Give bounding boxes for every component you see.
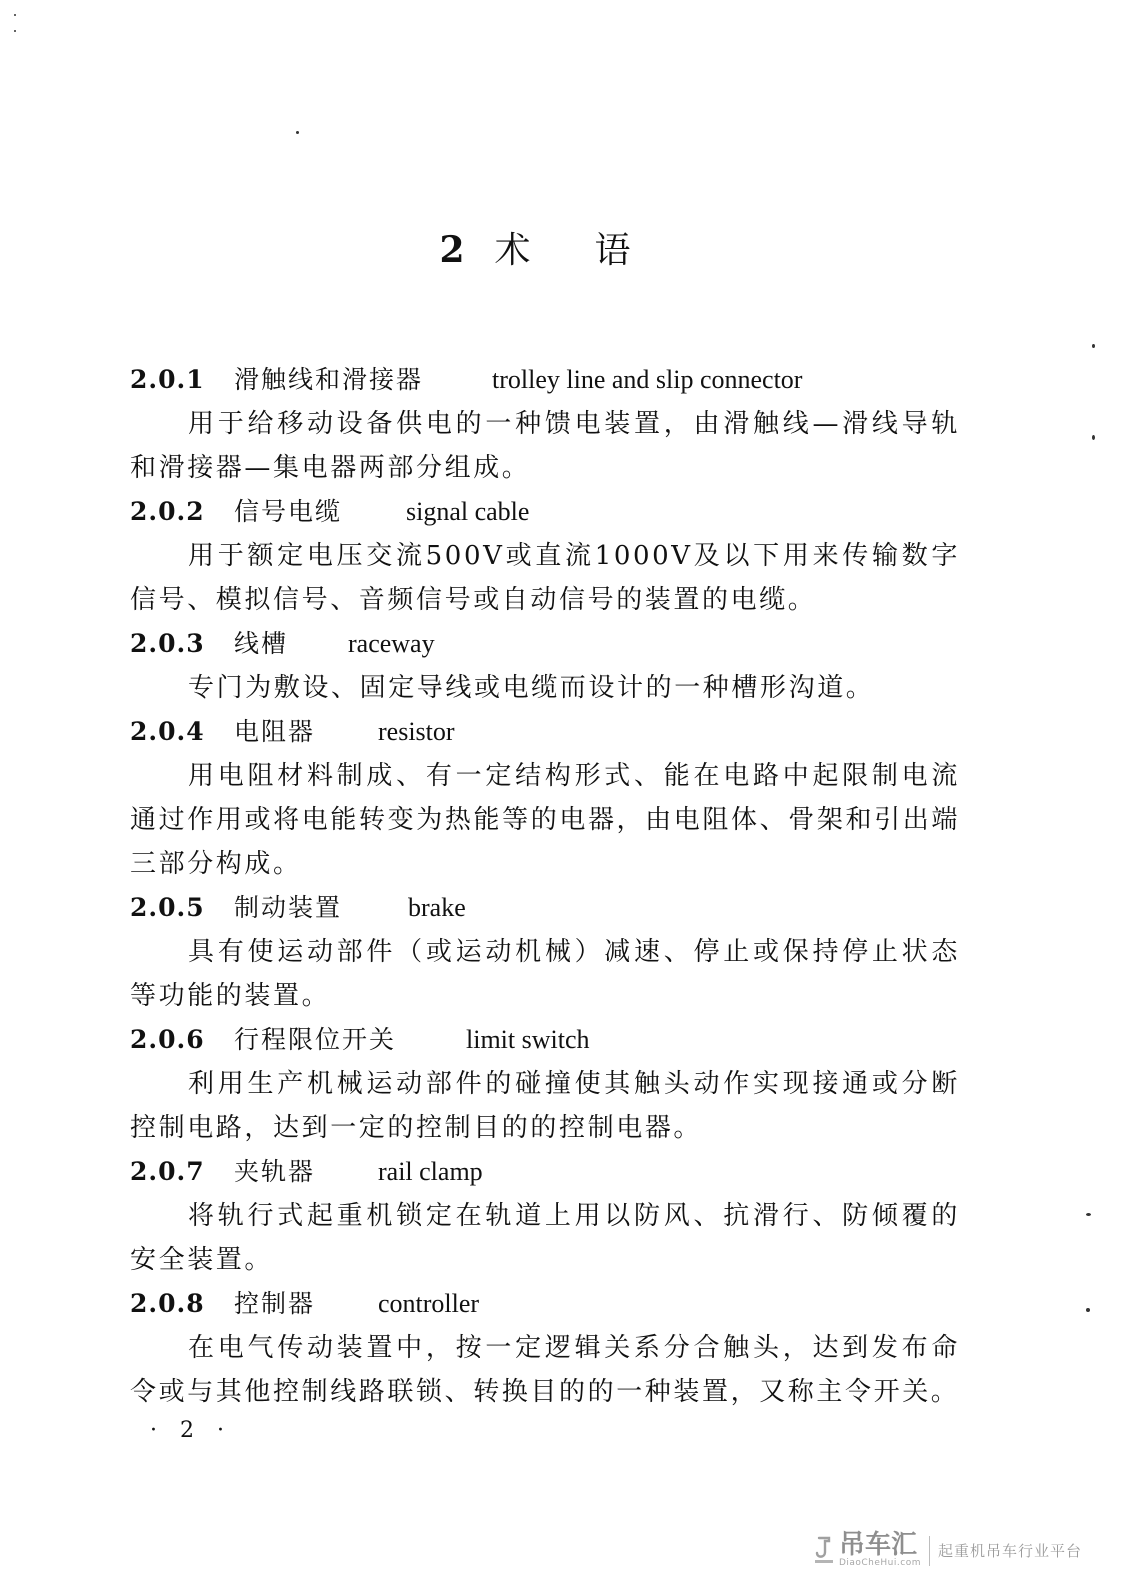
- term-definition: 在电气传动装置中，按一定逻辑关系分合触头，达到发布命令或与其他控制线路联锁、转换目的的一种装置，又称主令开关。: [130, 1333, 960, 1407]
- term-number: 2.0.2: [130, 497, 205, 526]
- term-heading: [130, 1150, 960, 1194]
- scan-speck: [1086, 1213, 1091, 1216]
- term-definition: 用于额定电压交流500V或直流1000V及以下用来传输数字信号、模拟信号、音频信号或自动信号的装置的电缆。: [130, 541, 960, 615]
- term-heading: [130, 1282, 960, 1326]
- scan-speck: [1092, 344, 1095, 348]
- term-entry: [130, 886, 960, 1018]
- term-definition: 具有使运动部件（或运动机械）减速、停止或保持停止状态等功能的装置。: [130, 937, 960, 1011]
- term-number: 2.0.3: [130, 629, 205, 658]
- chapter-title-part2: 语: [594, 230, 633, 271]
- term-english: limit switch: [466, 1025, 590, 1054]
- term-chinese: 电阻器: [234, 717, 316, 746]
- crane-hook-icon: [813, 1536, 835, 1566]
- term-definition: 利用生产机械运动部件的碰撞使其触头动作实现接通或分断控制电路，达到一定的控制目的的控制电器。: [130, 1069, 960, 1143]
- term-chinese: 信号电缆: [234, 497, 343, 526]
- term-entry: [130, 622, 960, 710]
- chapter-title-part1: 术: [494, 230, 533, 271]
- term-chinese: 制动装置: [234, 893, 343, 922]
- term-number: 2.0.8: [130, 1289, 205, 1318]
- scan-speck: [1092, 435, 1095, 440]
- term-entry: [130, 710, 960, 886]
- term-chinese: 行程限位开关: [234, 1025, 397, 1054]
- scan-speck: [14, 30, 16, 32]
- term-heading: [130, 490, 960, 534]
- term-english: controller: [378, 1289, 480, 1318]
- term-chinese: 滑触线和滑接器: [234, 365, 424, 394]
- watermark-slogan: 起重机吊车行业平台: [937, 1542, 1082, 1560]
- term-chinese: 线槽: [234, 629, 289, 658]
- chapter-title: [0, 222, 1072, 273]
- term-english: signal cable: [406, 497, 530, 526]
- watermark: [813, 1532, 1082, 1569]
- term-number: 2.0.6: [130, 1025, 205, 1054]
- term-heading: [130, 886, 960, 930]
- scan-speck: [296, 131, 299, 134]
- term-entry: [130, 490, 960, 622]
- term-entry: [130, 1018, 960, 1150]
- term-definition: 将轨行式起重机锁定在轨道上用以防风、抗滑行、防倾覆的安全装置。: [130, 1201, 960, 1275]
- term-english: trolley line and slip connector: [492, 365, 803, 394]
- term-heading: [130, 622, 960, 666]
- term-heading: [130, 710, 960, 754]
- chapter-number: 2: [439, 229, 467, 271]
- watermark-divider: [929, 1536, 930, 1566]
- terms-list: [130, 358, 960, 1414]
- watermark-brand-name: 吊车汇: [838, 1530, 917, 1560]
- watermark-brand: [839, 1532, 921, 1569]
- term-entry: [130, 1282, 960, 1414]
- page-number: · 2 ·: [150, 1418, 232, 1443]
- term-number: 2.0.5: [130, 893, 205, 922]
- term-heading: [130, 1018, 960, 1062]
- term-heading: [130, 358, 960, 402]
- term-chinese: 夹轨器: [234, 1157, 316, 1186]
- term-english: raceway: [348, 629, 435, 658]
- term-english: rail clamp: [378, 1157, 483, 1186]
- term-definition: 用于给移动设备供电的一种馈电装置，由滑触线—滑线导轨和滑接器—集电器两部分组成。: [130, 409, 960, 483]
- term-english: resistor: [378, 717, 455, 746]
- term-english: brake: [408, 893, 466, 922]
- term-definition: 专门为敷设、固定导线或电缆而设计的一种槽形沟道。: [188, 673, 875, 703]
- watermark-url: DiaoCheHui.com: [838, 1558, 921, 1568]
- term-definition: 用电阻材料制成、有一定结构形式、能在电路中起限制电流通过作用或将电能转变为热能等的电器，由电阻体、骨架和引出端三部分构成。: [130, 761, 960, 879]
- scan-speck: [1086, 1308, 1090, 1312]
- term-number: 2.0.4: [130, 717, 205, 746]
- scan-speck: [14, 14, 16, 16]
- term-entry: [130, 1150, 960, 1282]
- term-chinese: 控制器: [234, 1289, 316, 1318]
- term-number: 2.0.7: [130, 1157, 205, 1186]
- term-entry: [130, 358, 960, 490]
- term-number: 2.0.1: [130, 365, 205, 394]
